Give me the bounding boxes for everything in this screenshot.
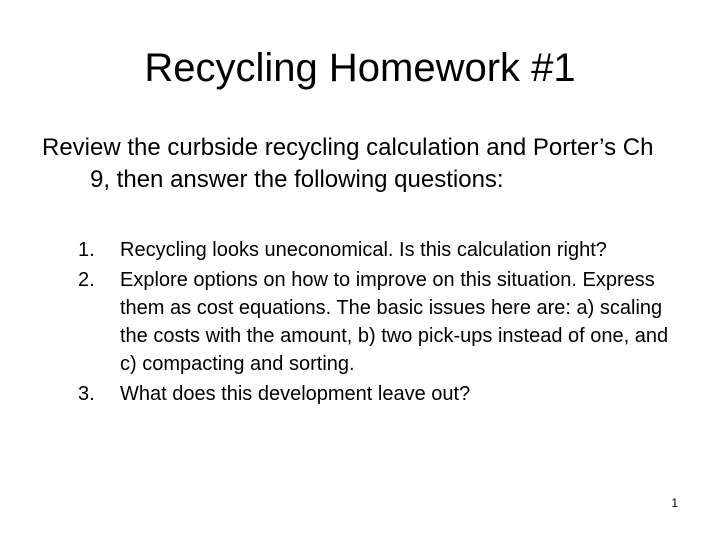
- question-text: Explore options on how to improve on this situation. Express them as cost equations. The basic issues here are: a) scaling the costs with the amount, b) two pick-ups instead of one, and c) compacting and sorting.: [120, 269, 669, 375]
- question-list: [78, 236, 678, 410]
- question-number: 1.: [78, 239, 95, 261]
- question-item: [78, 236, 678, 264]
- question-item: [78, 380, 678, 408]
- page-number: 1: [671, 496, 678, 510]
- question-number: 3.: [78, 383, 95, 405]
- intro-paragraph: Review the curbside recycling calculation and Porter’s Ch 9, then answer the following questions:: [42, 134, 654, 193]
- question-number: 2.: [78, 269, 95, 291]
- slide-title: Recycling Homework #1: [144, 46, 576, 90]
- question-item: [78, 266, 678, 378]
- question-text: What does this development leave out?: [120, 383, 471, 405]
- question-text: Recycling looks uneconomical. Is this calculation right?: [120, 239, 607, 261]
